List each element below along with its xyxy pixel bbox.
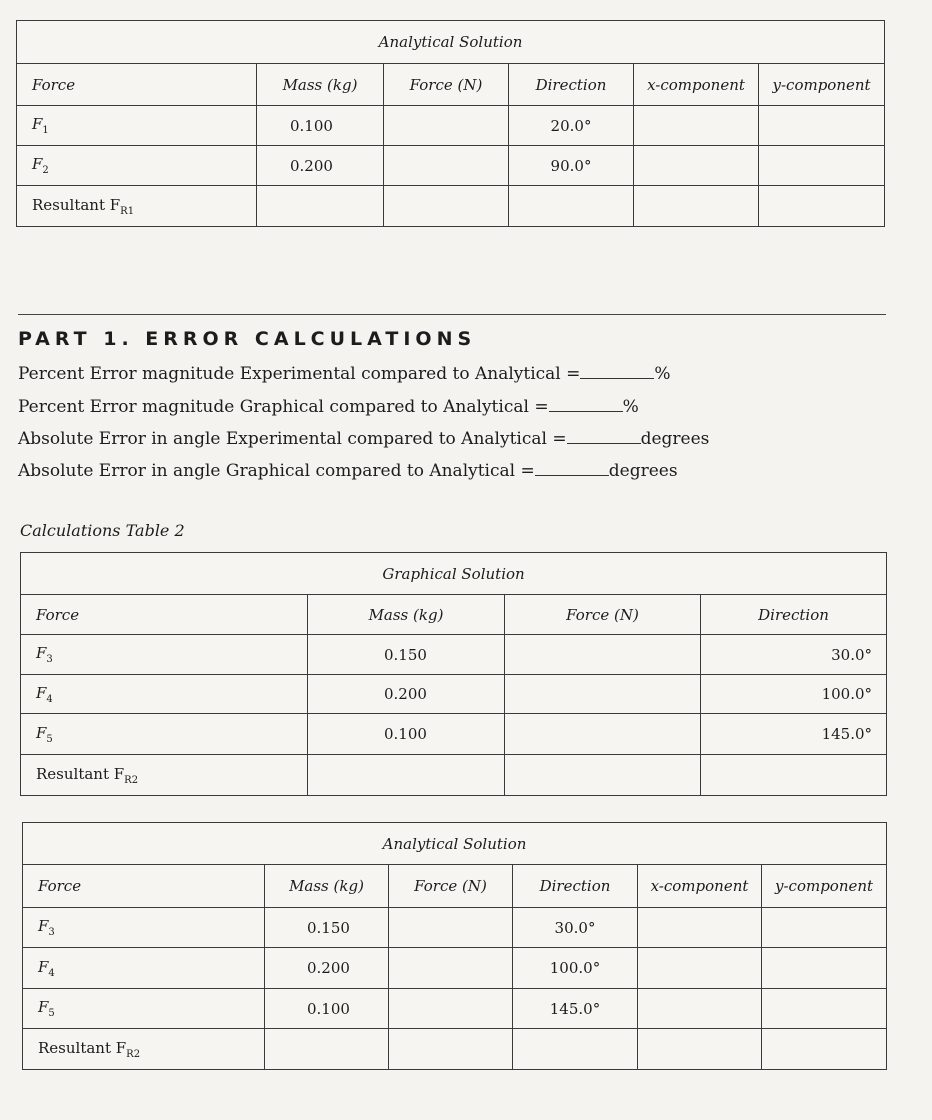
direction-cell: 30.0° bbox=[513, 908, 638, 948]
mass-cell: 0.200 bbox=[257, 146, 384, 186]
table-row bbox=[17, 146, 885, 186]
mass-cell: 0.200 bbox=[265, 948, 389, 989]
column-header-x-component: x-component bbox=[638, 865, 762, 908]
force-n-cell[interactable] bbox=[384, 106, 509, 146]
table-row bbox=[21, 635, 887, 675]
unit-label: % bbox=[622, 397, 639, 417]
column-header-y-component: y-component bbox=[762, 865, 887, 908]
table-caption: Analytical Solution bbox=[23, 823, 887, 865]
table-row bbox=[23, 948, 887, 989]
mass-cell: 0.100 bbox=[308, 714, 505, 755]
error-line-text: Absolute Error in angle Experimental compared to Analytical = bbox=[18, 429, 567, 449]
error-line-text: Percent Error magnitude Graphical compared to Analytical = bbox=[18, 397, 549, 417]
direction-cell: 100.0° bbox=[701, 675, 887, 714]
direction-cell: 20.0° bbox=[509, 106, 634, 146]
resultant-label: Resultant $F_{R2}$ bbox=[21, 755, 308, 796]
column-header-y-component: y-component bbox=[759, 64, 885, 106]
x-component-cell[interactable] bbox=[634, 106, 759, 146]
y-component-cell[interactable] bbox=[762, 989, 887, 1029]
force-label: $F_4$ bbox=[21, 675, 308, 714]
table-row bbox=[21, 714, 887, 755]
column-header-force-n: Force (N) bbox=[389, 865, 513, 908]
resultant-y-cell[interactable] bbox=[762, 1029, 887, 1070]
answer-blank[interactable] bbox=[567, 429, 641, 444]
force-n-cell[interactable] bbox=[505, 714, 701, 755]
column-header-direction: Direction bbox=[513, 865, 638, 908]
column-header-x-component: x-component bbox=[634, 64, 759, 106]
calculations-table-label: Calculations Table 2 bbox=[20, 521, 185, 540]
resultant-force-cell[interactable] bbox=[505, 755, 701, 796]
error-line-4 bbox=[18, 461, 678, 481]
y-component-cell[interactable] bbox=[759, 146, 885, 186]
mass-cell: 0.150 bbox=[265, 908, 389, 948]
force-n-cell[interactable] bbox=[389, 989, 513, 1029]
column-header-force-n: Force (N) bbox=[505, 595, 701, 635]
column-header-direction: Direction bbox=[509, 64, 634, 106]
analytical-solution-table-1 bbox=[16, 20, 885, 227]
resultant-direction-cell[interactable] bbox=[509, 186, 634, 227]
mass-cell: 0.150 bbox=[308, 635, 505, 675]
resultant-label: Resultant $F_{R1}$ bbox=[17, 186, 257, 227]
direction-cell: 100.0° bbox=[513, 948, 638, 989]
unit-label: % bbox=[654, 364, 671, 384]
force-n-cell[interactable] bbox=[384, 146, 509, 186]
resultant-force-cell[interactable] bbox=[389, 1029, 513, 1070]
table-caption: Graphical Solution bbox=[21, 553, 887, 595]
error-line-text: Percent Error magnitude Experimental compared to Analytical = bbox=[18, 364, 581, 384]
column-header-force-n: Force (N) bbox=[384, 64, 509, 106]
unit-label: degrees bbox=[608, 461, 678, 481]
direction-cell: 145.0° bbox=[513, 989, 638, 1029]
resultant-mass-cell[interactable] bbox=[308, 755, 505, 796]
resultant-direction-cell[interactable] bbox=[513, 1029, 638, 1070]
mass-cell: 0.200 bbox=[308, 675, 505, 714]
resultant-x-cell[interactable] bbox=[634, 186, 759, 227]
force-n-cell[interactable] bbox=[389, 908, 513, 948]
resultant-y-cell[interactable] bbox=[759, 186, 885, 227]
x-component-cell[interactable] bbox=[638, 908, 762, 948]
column-header-mass: Mass (kg) bbox=[257, 64, 384, 106]
resultant-direction-cell[interactable] bbox=[701, 755, 887, 796]
resultant-row bbox=[17, 186, 885, 227]
x-component-cell[interactable] bbox=[638, 989, 762, 1029]
direction-cell: 30.0° bbox=[701, 635, 887, 675]
section-divider bbox=[18, 314, 886, 315]
error-line-1 bbox=[18, 364, 671, 384]
analytical-solution-table-2 bbox=[22, 822, 887, 1070]
table-row bbox=[23, 989, 887, 1029]
column-header-mass: Mass (kg) bbox=[308, 595, 505, 635]
error-line-text: Absolute Error in angle Graphical compared to Analytical = bbox=[18, 461, 535, 481]
force-label: $F_1$ bbox=[17, 106, 257, 146]
force-label: $F_4$ bbox=[23, 948, 265, 989]
direction-cell: 90.0° bbox=[509, 146, 634, 186]
answer-blank[interactable] bbox=[580, 364, 654, 379]
resultant-row bbox=[21, 755, 887, 796]
section-heading: PART 1. ERROR CALCULATIONS bbox=[18, 328, 477, 350]
direction-cell: 145.0° bbox=[701, 714, 887, 755]
mass-cell: 0.100 bbox=[265, 989, 389, 1029]
column-header-force: Force bbox=[23, 865, 265, 908]
force-n-cell[interactable] bbox=[505, 635, 701, 675]
resultant-mass-cell[interactable] bbox=[265, 1029, 389, 1070]
graphical-solution-table bbox=[20, 552, 887, 796]
column-header-force: Force bbox=[17, 64, 257, 106]
error-line-3 bbox=[18, 429, 709, 449]
force-label: $F_5$ bbox=[21, 714, 308, 755]
force-label: $F_3$ bbox=[21, 635, 308, 675]
column-header-force: Force bbox=[21, 595, 308, 635]
resultant-force-cell[interactable] bbox=[384, 186, 509, 227]
y-component-cell[interactable] bbox=[759, 106, 885, 146]
answer-blank[interactable] bbox=[549, 397, 623, 412]
answer-blank[interactable] bbox=[535, 461, 609, 476]
resultant-label: Resultant $F_{R2}$ bbox=[23, 1029, 265, 1070]
x-component-cell[interactable] bbox=[638, 948, 762, 989]
resultant-mass-cell[interactable] bbox=[257, 186, 384, 227]
force-n-cell[interactable] bbox=[505, 675, 701, 714]
x-component-cell[interactable] bbox=[634, 146, 759, 186]
mass-cell: 0.100 bbox=[257, 106, 384, 146]
resultant-row bbox=[23, 1029, 887, 1070]
unit-label: degrees bbox=[640, 429, 710, 449]
force-label: $F_3$ bbox=[23, 908, 265, 948]
table-row bbox=[21, 675, 887, 714]
table-row bbox=[23, 908, 887, 948]
table-caption: Analytical Solution bbox=[17, 21, 885, 64]
error-line-2 bbox=[18, 397, 639, 417]
table-row bbox=[17, 106, 885, 146]
column-header-direction: Direction bbox=[701, 595, 887, 635]
column-header-mass: Mass (kg) bbox=[265, 865, 389, 908]
y-component-cell[interactable] bbox=[762, 948, 887, 989]
force-label: $F_5$ bbox=[23, 989, 265, 1029]
force-label: $F_2$ bbox=[17, 146, 257, 186]
y-component-cell[interactable] bbox=[762, 908, 887, 948]
resultant-x-cell[interactable] bbox=[638, 1029, 762, 1070]
force-n-cell[interactable] bbox=[389, 948, 513, 989]
